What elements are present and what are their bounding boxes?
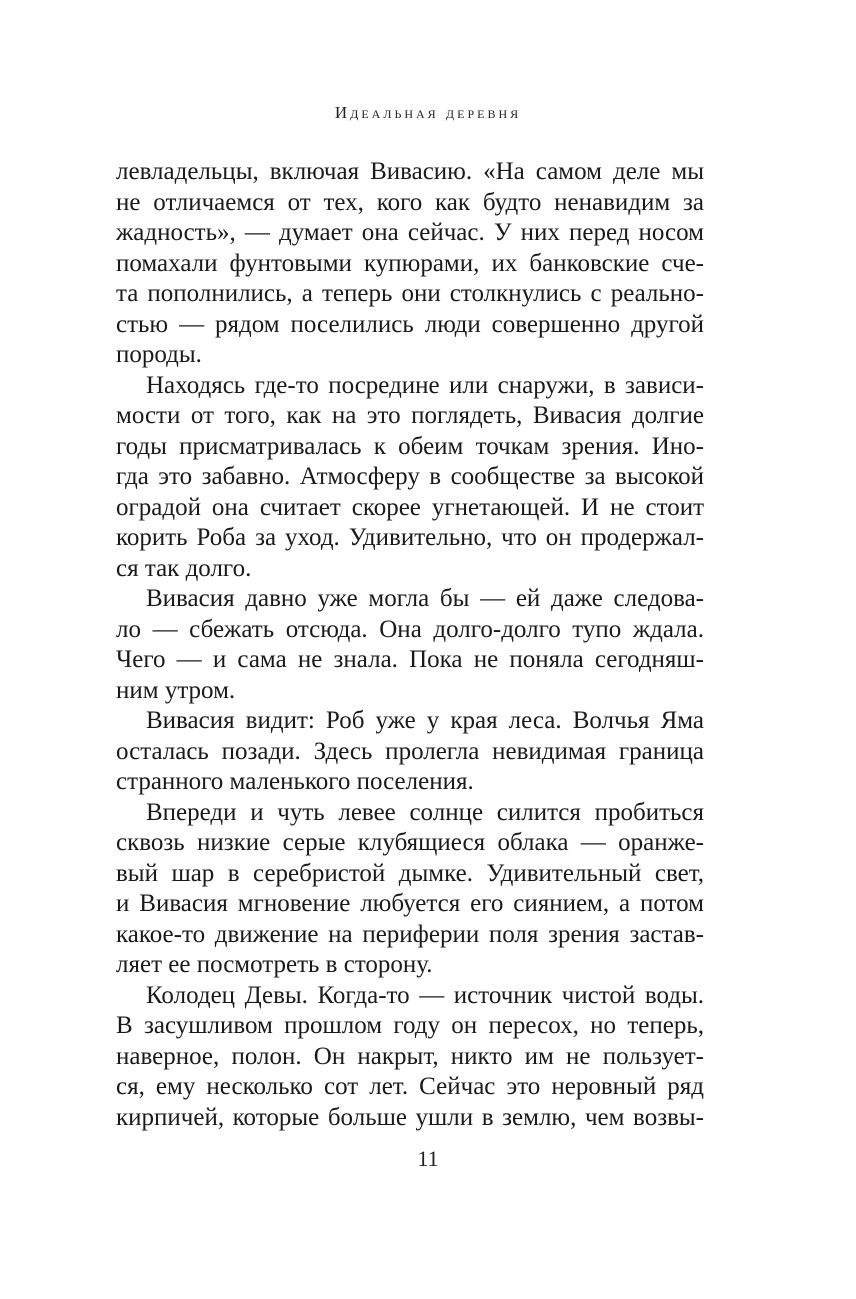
text-line: сквозь низкие серые клубящиеся облака — оранже- — [116, 829, 704, 856]
text-line: породы. — [116, 341, 202, 368]
text-line: Вивасия давно уже могла бы — ей даже следова- — [146, 585, 704, 612]
text-line: Чего — и сама не знала. Пока не поняла сегодняш- — [116, 646, 704, 673]
text-line: ним утром. — [116, 676, 236, 704]
text-line: и Вивасия мгновение любуется его сиянием, а потом — [116, 890, 704, 917]
text-line: какое-то движение на периферии поля зрения застав- — [116, 920, 704, 948]
text-line: корить Роба за уход. Удивительно, что он продержал- — [116, 524, 704, 551]
text-line: мости от того, как на это поглядеть, Вивасия долгие — [116, 402, 704, 429]
text-line: та пополнились, а теперь они столкнулись с реально- — [116, 280, 704, 307]
text-line: ся так долго. — [116, 554, 252, 582]
text-line: ляет ее посмотреть в сторону. — [116, 951, 433, 978]
text-line: кирпичей, которые больше ушли в землю, чем возвы- — [116, 1103, 704, 1131]
text-line: оградой она считает скорее угнетающей. И не стоит — [116, 493, 704, 521]
body-text — [116, 157, 704, 1133]
text-line: гда это забавно. Атмосферу в сообществе за высокой — [116, 463, 704, 490]
text-line: наверное, полон. Он накрыт, никто им не пользует- — [116, 1042, 704, 1070]
text-line: левладельцы, включая Вивасию. «На самом деле мы — [116, 158, 704, 185]
text-line: странного маленького поселения. — [116, 768, 474, 795]
text-line: ло — сбежать отсюда. Она долго-долго тупо ждала. — [116, 615, 704, 643]
text-line: Впереди и чуть левее солнце силится пробиться — [146, 798, 704, 826]
text-line: стью — рядом поселились люди совершенно другой — [116, 310, 704, 338]
text-line: не отличаемся от тех, кого как будто ненавидим за — [116, 188, 704, 216]
text-line: Вивасия видит: Роб уже у края леса. Волчья Яма — [146, 707, 704, 734]
text-line: В засушливом прошлом году он пересох, но теперь, — [116, 1012, 704, 1039]
text-line: вый шар в серебристой дымке. Удивительный свет, — [116, 859, 704, 887]
text-line: Колодец Девы. Когда-то — источник чистой воды. — [146, 981, 704, 1009]
text-line: помахали фунтовыми купюрами, их банковские сче- — [116, 249, 704, 277]
text-line: жадность», — думает она сейчас. У них перед носом — [116, 219, 704, 246]
text-line: ся, ему несколько сот лет. Сейчас это неровный ряд — [116, 1073, 704, 1100]
text-line: годы присматривалась к обеим точкам зрения. Ино- — [116, 432, 704, 460]
running-head-title: Идеальная деревня — [334, 103, 522, 122]
text-line: осталась позади. Здесь пролегла невидимая граница — [116, 737, 704, 765]
text-line: Находясь где-то посредине или снаружи, в зависи- — [146, 371, 704, 399]
page-number: 11 — [417, 1146, 439, 1171]
